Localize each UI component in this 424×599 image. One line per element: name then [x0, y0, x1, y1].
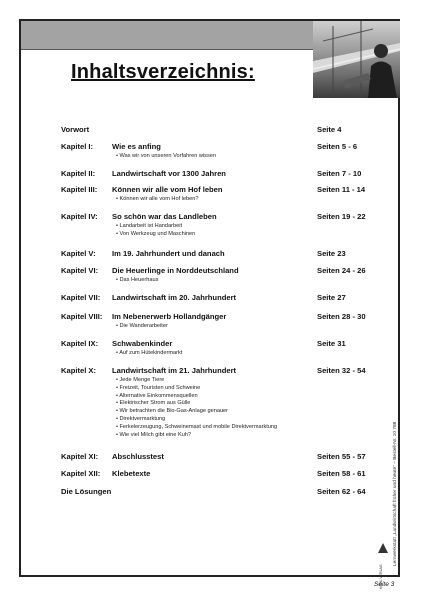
toc-subtopic: • Landarbeit ist Handarbeit	[116, 223, 183, 229]
toc-title: Können wir alle vom Hof leben	[112, 185, 223, 194]
toc-chapter: Kapitel III:	[61, 185, 98, 194]
toc-pages: Seite 31	[317, 339, 346, 348]
toc-chapter: Kapitel IV:	[61, 212, 98, 221]
toc-subtopics	[116, 153, 216, 161]
toc-title: Landwirtschaft im 20. Jahrhundert	[112, 293, 237, 302]
toc-title: Im 19. Jahrhundert und danach	[112, 249, 225, 258]
toc-chapter: Kapitel VIII:	[61, 312, 103, 321]
toc-subtopic: • Direktvermarktung	[116, 415, 166, 422]
toc-pages: Seiten 7 - 10	[317, 169, 362, 178]
page-title: Inhaltsverzeichnis:	[71, 61, 255, 83]
toc-pages: Seiten 5 - 6	[317, 142, 358, 151]
toc-pages: Seiten 32 - 54	[317, 366, 366, 375]
toc-subtopic: • Von Werkzeug und Maschinen	[116, 230, 196, 237]
toc-pages: Seiten 62 - 64	[317, 487, 366, 496]
toc-title: Wie es anfing	[112, 142, 161, 151]
toc-subtopic: • Wir betrachten die Bio-Gas-Anlage genauer	[116, 408, 229, 415]
toc-title: Landwirtschaft im 21. Jahrhundert	[112, 366, 237, 375]
publisher-logo-text: KOHL VERLAG	[379, 564, 383, 589]
toc-pages: Seiten 28 - 30	[317, 312, 366, 321]
toc-pages: Seiten 24 - 26	[317, 266, 366, 275]
toc-pages: Seiten 55 - 57	[317, 452, 366, 461]
toc-subtopics	[116, 196, 199, 204]
header-banner	[21, 21, 313, 50]
toc-subtopic: • Ferkelerzeugung, Schweinemast und mobile Direktvermarktung	[116, 423, 278, 430]
toc-chapter: Die Lösungen	[61, 487, 112, 496]
toc-pages: Seite 4	[317, 125, 342, 134]
page-number: Seite 3	[374, 581, 395, 588]
toc-title: Landwirtschaft vor 1300 Jahren	[112, 169, 226, 178]
toc-chapter: Kapitel XI:	[61, 452, 99, 461]
toc-subtopic: • Freizeit, Touristen und Schweine	[116, 384, 201, 391]
toc-chapter: Kapitel I:	[61, 142, 94, 151]
toc-subtopics	[116, 377, 277, 439]
toc-subtopic: • Jede Menge Tiere	[116, 377, 165, 383]
publisher-logo	[376, 541, 390, 555]
toc-title: Abschlusstest	[112, 452, 164, 461]
toc-title: Klebetexte	[112, 469, 151, 478]
toc-subtopics	[116, 323, 168, 331]
header-photo	[313, 21, 400, 98]
toc-subtopics	[116, 277, 158, 285]
toc-title: Schwabenkinder	[112, 339, 173, 348]
toc-chapter: Kapitel XII:	[61, 469, 101, 478]
toc-subtopic: • Was wir von unseren Vorfahren wissen	[116, 153, 216, 159]
toc-subtopic: • Alternative Einkommensquellen	[116, 392, 198, 399]
toc-chapter: Kapitel V:	[61, 249, 96, 258]
toc-chapter: Kapitel VII:	[61, 293, 101, 302]
toc-pages: Seiten 58 - 61	[317, 469, 366, 478]
toc-pages: Seite 27	[317, 293, 346, 302]
toc-chapter: Vorwort	[61, 125, 90, 134]
page-frame	[19, 19, 400, 589]
toc-subtopic: • Elektrischer Strom aus Gülle	[116, 400, 191, 407]
toc-title: Im Nebenerwerb Hollandgänger	[112, 312, 227, 321]
toc-subtopic: • Das Heuerhaus	[116, 277, 159, 283]
toc-subtopic: • Auf zum Hütekindermarkt	[116, 350, 183, 356]
toc-pages: Seite 23	[317, 249, 346, 258]
toc-title: Die Heuerlinge in Norddeutschland	[112, 266, 239, 275]
side-imprint: Lernwerkstatt „Landwirtschaft früher und heute" – Bestell-Nr. 10 788	[393, 421, 398, 566]
toc-title: So schön war das Landleben	[112, 212, 217, 221]
toc-chapter: Kapitel X:	[61, 366, 97, 375]
toc-chapter: Kapitel IX:	[61, 339, 99, 348]
toc-chapter: Kapitel II:	[61, 169, 96, 178]
toc-subtopic: • Die Wanderarbeiter	[116, 323, 168, 329]
toc-subtopics	[116, 223, 195, 239]
toc-subtopics	[116, 350, 182, 358]
toc-pages: Seiten 19 - 22	[317, 212, 366, 221]
toc-subtopic: • Wie viel Milch gibt eine Kuh?	[116, 431, 192, 438]
toc-chapter: Kapitel VI:	[61, 266, 99, 275]
toc-pages: Seiten 11 - 14	[317, 185, 366, 194]
toc-subtopic: • Können wir alle vom Hof leben?	[116, 196, 199, 202]
